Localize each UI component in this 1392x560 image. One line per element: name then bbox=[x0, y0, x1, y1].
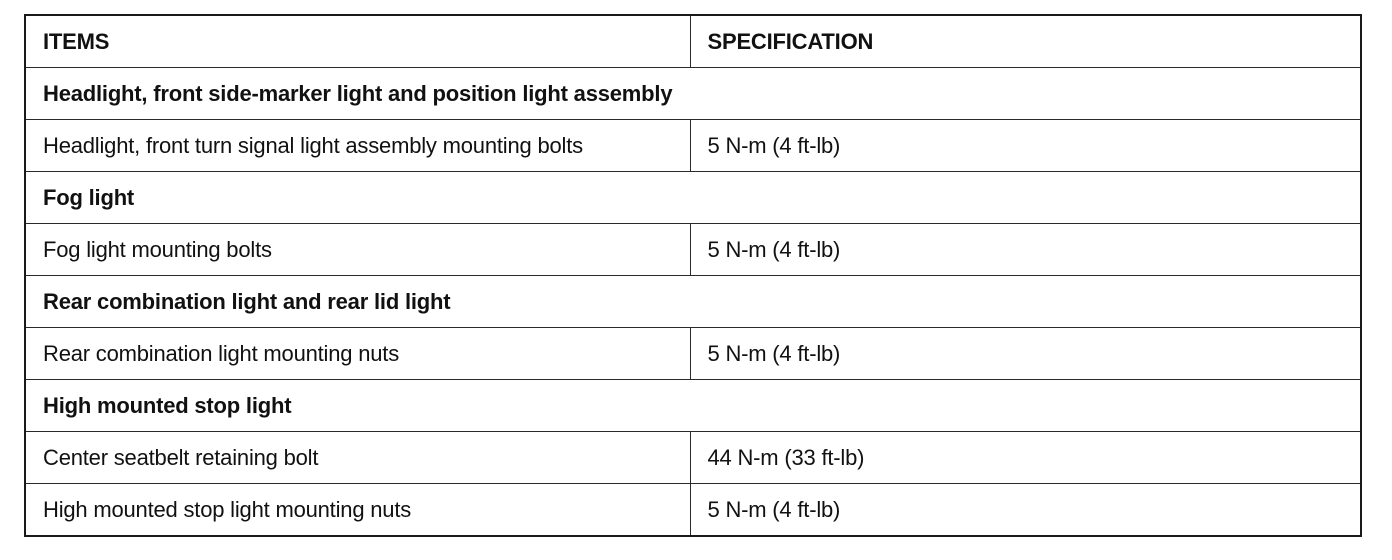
item-cell: Rear combination light mounting nuts bbox=[25, 328, 690, 380]
section-title: Fog light bbox=[25, 172, 1361, 224]
table-row bbox=[25, 224, 1361, 276]
table-row bbox=[25, 484, 1361, 537]
table-row bbox=[25, 120, 1361, 172]
item-cell: High mounted stop light mounting nuts bbox=[25, 484, 690, 537]
header-row bbox=[25, 15, 1361, 68]
section-title: Headlight, front side-marker light and position light assembly bbox=[25, 68, 1361, 120]
section-heading-row bbox=[25, 276, 1361, 328]
specification-column-header: SPECIFICATION bbox=[690, 15, 1361, 68]
spec-cell: 5 N-m (4 ft-lb) bbox=[690, 224, 1361, 276]
item-cell: Headlight, front turn signal light assembly mounting bolts bbox=[25, 120, 690, 172]
table-row bbox=[25, 432, 1361, 484]
section-heading-row bbox=[25, 68, 1361, 120]
section-title: Rear combination light and rear lid light bbox=[25, 276, 1361, 328]
section-title: High mounted stop light bbox=[25, 380, 1361, 432]
section-heading-row bbox=[25, 172, 1361, 224]
table-row bbox=[25, 328, 1361, 380]
spec-cell: 5 N-m (4 ft-lb) bbox=[690, 120, 1361, 172]
items-column-header: ITEMS bbox=[25, 15, 690, 68]
section-heading-row bbox=[25, 380, 1361, 432]
spec-cell: 5 N-m (4 ft-lb) bbox=[690, 484, 1361, 537]
item-cell: Center seatbelt retaining bolt bbox=[25, 432, 690, 484]
item-cell: Fog light mounting bolts bbox=[25, 224, 690, 276]
spec-cell: 44 N-m (33 ft-lb) bbox=[690, 432, 1361, 484]
torque-spec-table bbox=[24, 14, 1362, 537]
spec-cell: 5 N-m (4 ft-lb) bbox=[690, 328, 1361, 380]
